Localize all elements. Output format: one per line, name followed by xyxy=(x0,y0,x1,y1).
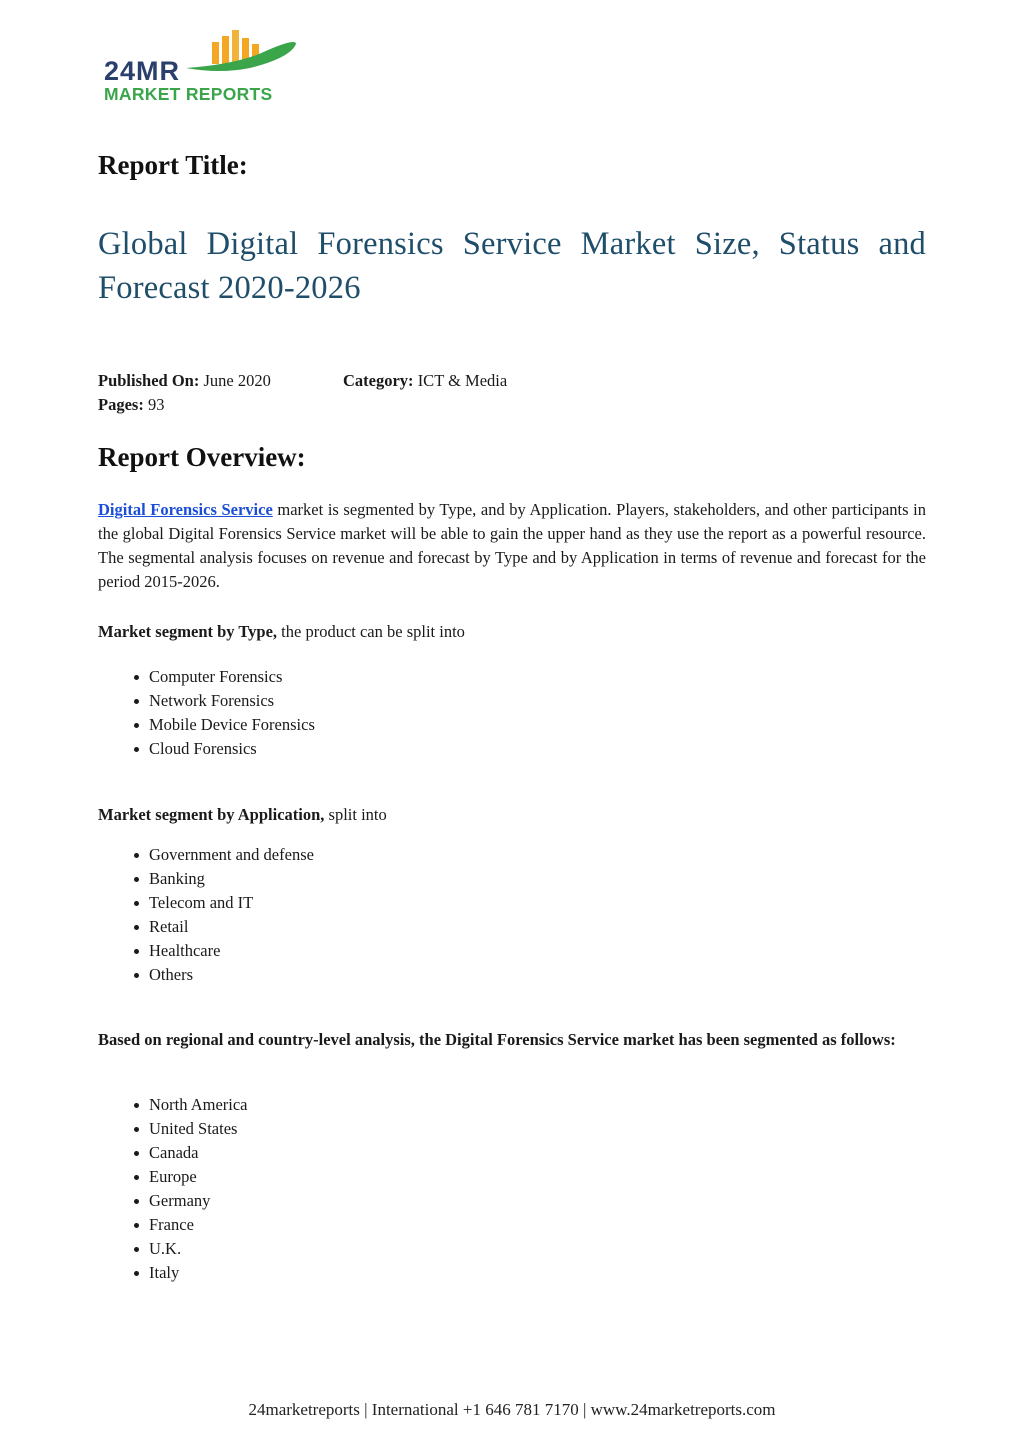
list-item: Computer Forensics xyxy=(149,665,315,689)
pages-label: Pages: xyxy=(98,395,144,414)
list-item: Others xyxy=(149,963,314,987)
list-item: Retail xyxy=(149,915,314,939)
list-item: Healthcare xyxy=(149,939,314,963)
category xyxy=(343,369,507,393)
report-title: Global Digital Forensics Service Market Size, Status and Forecast 2020-2026 xyxy=(98,226,926,306)
list-item: North America xyxy=(149,1093,248,1117)
list-item: Cloud Forensics xyxy=(149,737,315,761)
company-logo xyxy=(100,28,310,110)
list-item: Government and defense xyxy=(149,843,314,867)
segment-region-label: Based on regional and country-level analysis, the Digital Forensics Service market has been segmented as follows: xyxy=(98,1030,896,1049)
published-label: Published On: xyxy=(98,371,200,390)
list-item: France xyxy=(149,1213,248,1237)
overview-paragraph xyxy=(98,498,926,594)
overview-text: market is segmented by Type, and by Application. Players, stakeholders, and other participants in the global Digital Forensics Service market will be able to gain the upper hand as they use the report as a powerful resource. The segmental analysis focuses on revenue and forecast by Type and by Application in terms of revenue and forecast for the period 2015-2026. xyxy=(98,500,926,591)
list-item: Italy xyxy=(149,1261,248,1285)
list-item: Germany xyxy=(149,1189,248,1213)
list-item: Europe xyxy=(149,1165,248,1189)
list-item: U.K. xyxy=(149,1237,248,1261)
pages-value: 93 xyxy=(147,395,165,414)
list-item: Banking xyxy=(149,867,314,891)
digital-forensics-service-link[interactable]: Digital Forensics Service xyxy=(98,500,273,519)
report-overview-heading: Report Overview: xyxy=(98,442,306,472)
list-item: United States xyxy=(149,1117,248,1141)
report-title-heading: Report Title: xyxy=(98,150,248,180)
segment-type-label xyxy=(98,620,465,644)
segment-application-label-bold: Market segment by Application, xyxy=(98,805,325,824)
list-item: Mobile Device Forensics xyxy=(149,713,315,737)
logo-text-primary: 24MR xyxy=(104,56,181,86)
logo-text-secondary: MARKET REPORTS xyxy=(104,84,273,104)
type-list xyxy=(98,665,315,761)
segment-type-label-bold: Market segment by Type, xyxy=(98,622,278,641)
segment-type-label-rest: the product can be split into xyxy=(277,622,465,641)
segment-application-label xyxy=(98,803,387,827)
category-label: Category: xyxy=(343,371,414,390)
list-item: Telecom and IT xyxy=(149,891,314,915)
pages xyxy=(98,393,271,417)
list-item: Canada xyxy=(149,1141,248,1165)
region-list xyxy=(98,1093,248,1285)
segment-application-label-rest: split into xyxy=(324,805,387,824)
published-value: June 2020 xyxy=(203,371,271,390)
application-list xyxy=(98,843,314,987)
report-meta xyxy=(98,369,508,417)
published-on xyxy=(98,369,271,393)
category-value: ICT & Media xyxy=(417,371,508,390)
list-item: Network Forensics xyxy=(149,689,315,713)
page-footer: 24marketreports | International +1 646 781 7170 | www.24marketreports.com xyxy=(248,1400,776,1419)
